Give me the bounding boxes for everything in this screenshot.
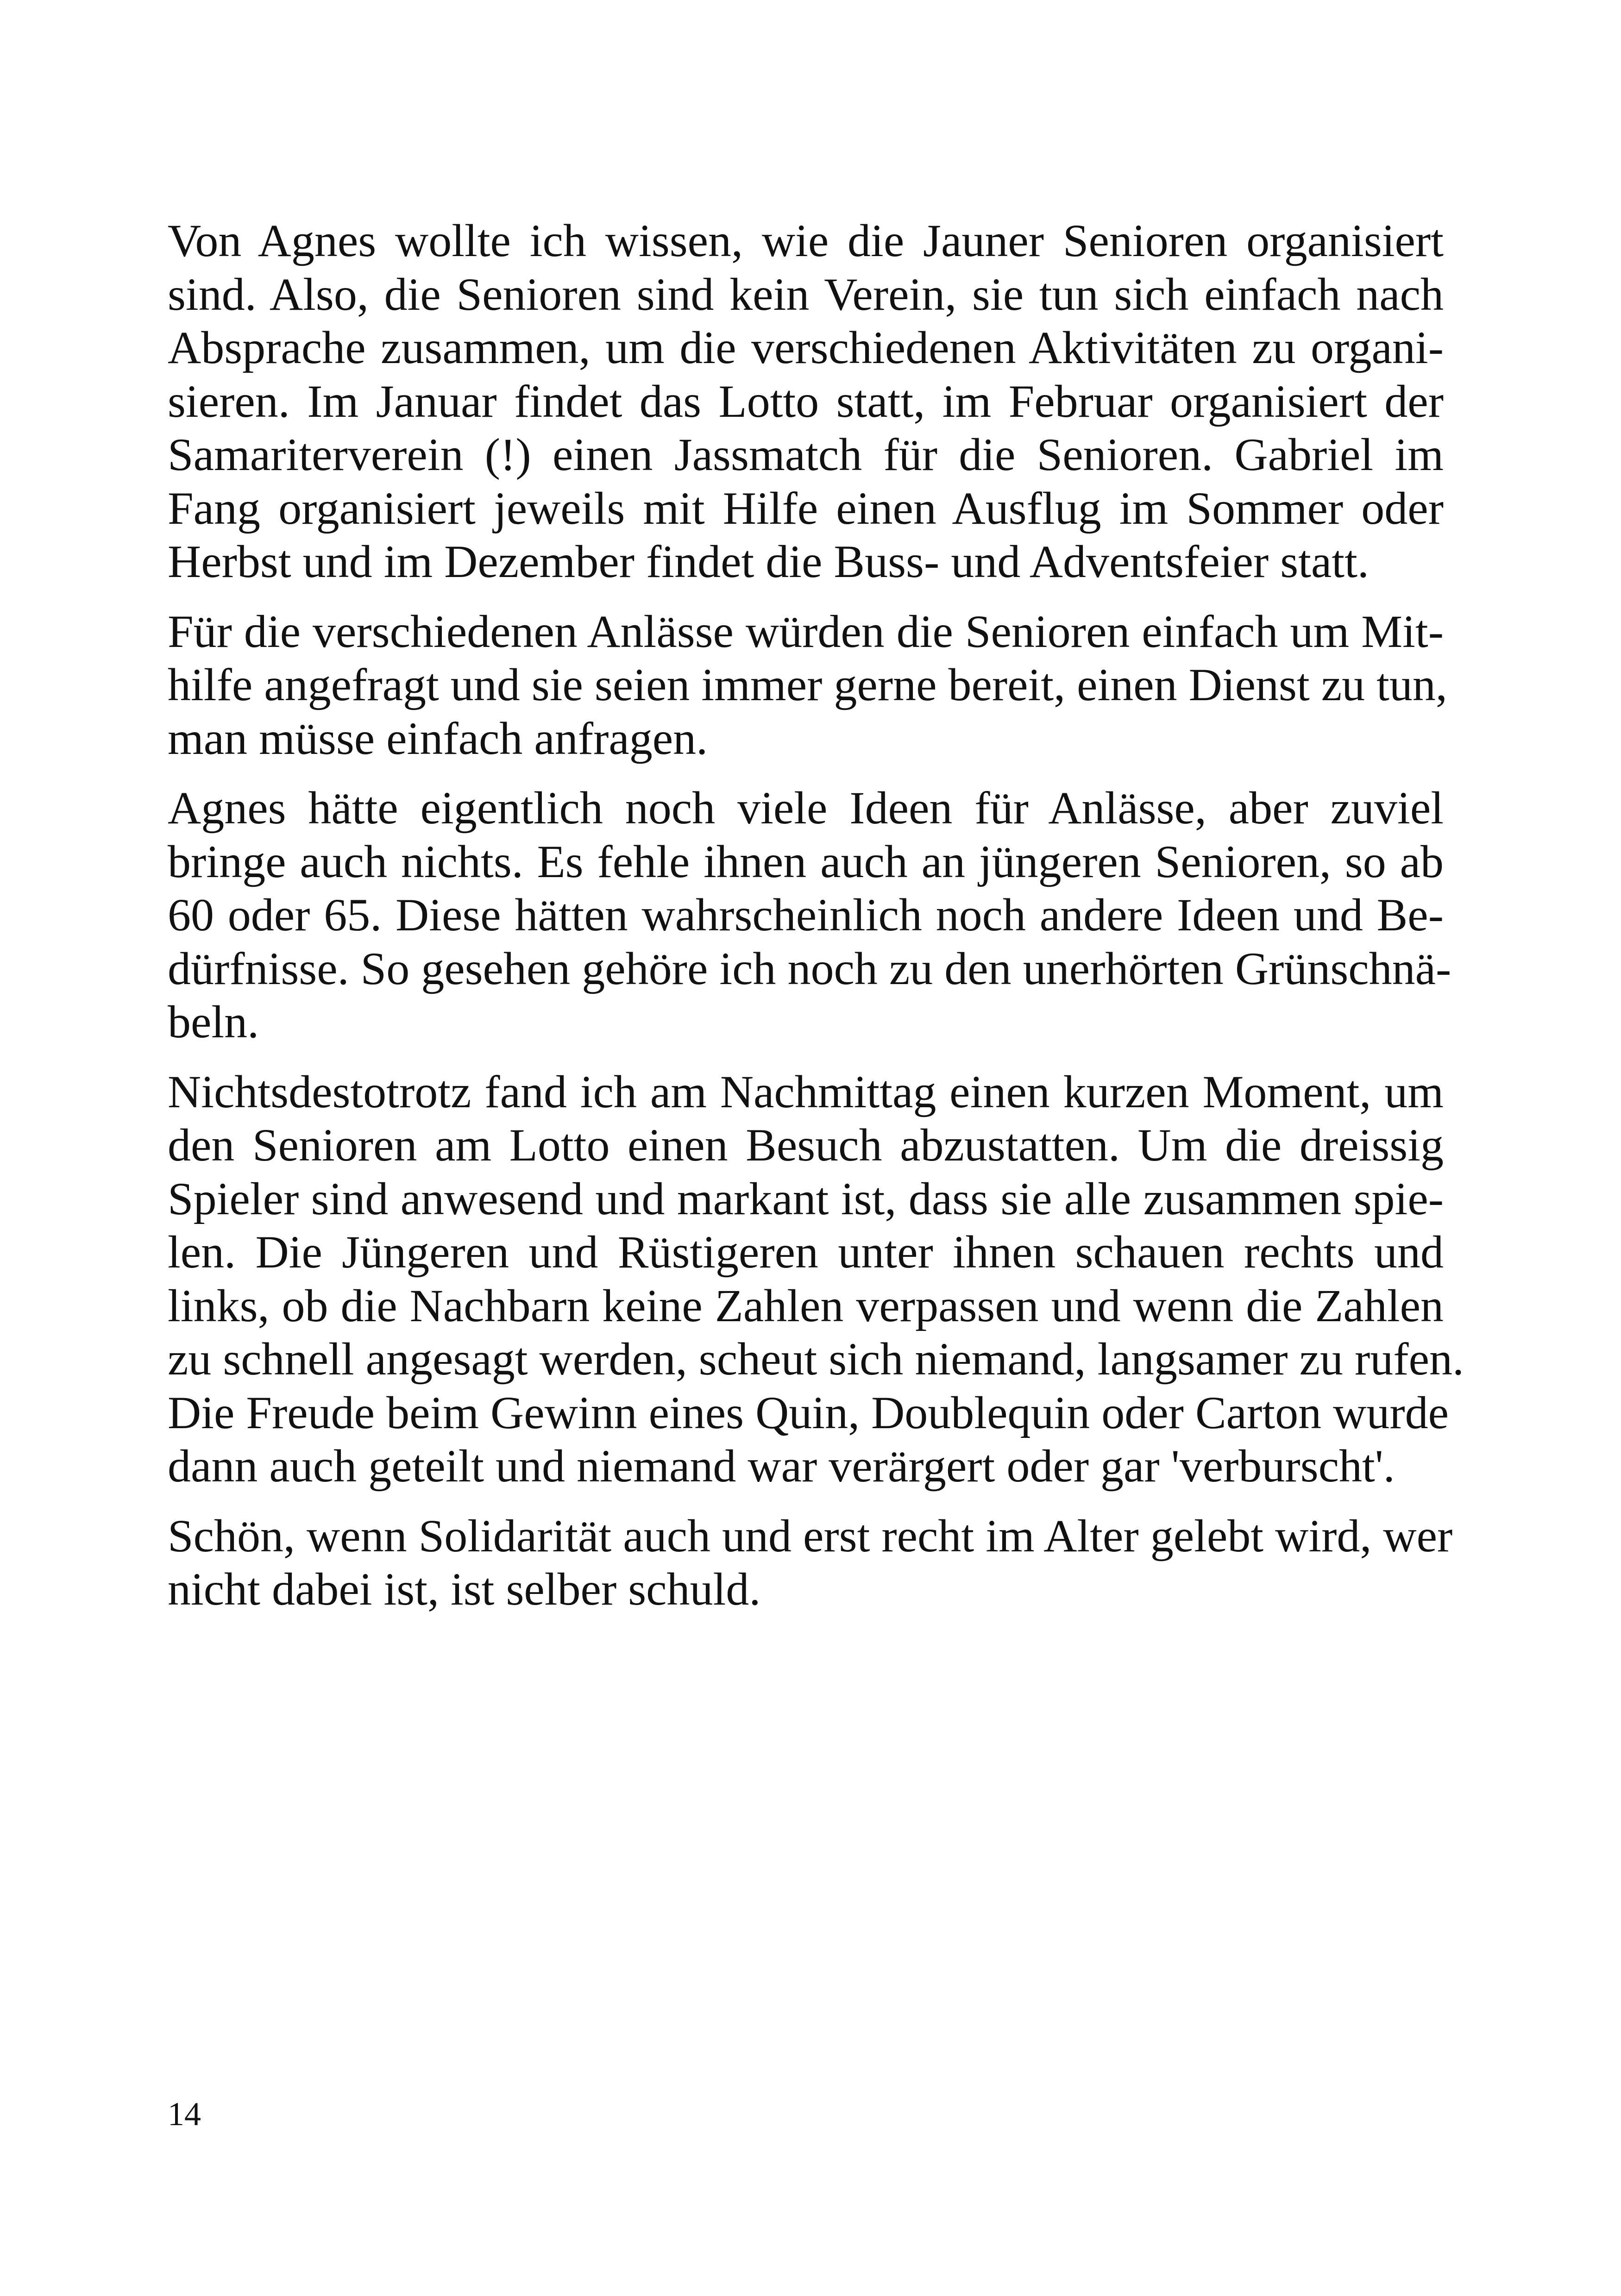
text-line: sieren. Im Januar findet das Lotto statt, im Februar organisiert der: [168, 375, 1444, 427]
text-line: Für die verschiedenen Anlässe würden die Senioren einfach um Mit-: [168, 605, 1444, 657]
text-line: Herbst und im Dezember findet die Buss- und Adventsfeier statt.: [168, 536, 1369, 587]
paragraph-3: [168, 781, 1451, 1049]
text-line: 60 oder 65. Diese hätten wahrscheinlich noch andere Ideen und Be-: [168, 889, 1444, 941]
paragraph-5: [168, 1509, 1453, 1616]
paragraph-1: [168, 214, 1444, 589]
text-line: man müsse einfach anfragen.: [168, 712, 708, 764]
page-body: [168, 214, 1464, 1632]
text-line: Absprache zusammen, um die verschiedenen Aktivitäten zu organi-: [168, 322, 1444, 373]
text-line: nicht dabei ist, ist selber schuld.: [168, 1563, 761, 1615]
text-line: Schön, wenn Solidarität auch und erst recht im Alter gelebt wird, wer: [168, 1510, 1453, 1562]
text-line: Spieler sind anwesend und markant ist, dass sie alle zusammen spie-: [168, 1173, 1444, 1224]
text-line: Die Freude beim Gewinn eines Quin, Doublequin oder Carton wurde: [168, 1386, 1449, 1438]
text-line: Samariterverein (!) einen Jassmatch für die Senioren. Gabriel im: [168, 429, 1444, 480]
text-line: sind. Also, die Senioren sind kein Verein, sie tun sich einfach nach: [168, 268, 1444, 320]
text-line: dann auch geteilt und niemand war verärgert oder gar 'verburscht'.: [168, 1440, 1395, 1492]
text-line: Fang organisiert jeweils mit Hilfe einen Ausflug im Sommer oder: [168, 482, 1444, 534]
text-line: zu schnell angesagt werden, scheut sich niemand, langsamer zu rufen.: [168, 1333, 1464, 1385]
text-line: hilfe angefragt und sie seien immer gerne bereit, einen Dienst zu tun,: [168, 659, 1447, 710]
paragraph-4: [168, 1065, 1464, 1493]
text-line: links, ob die Nachbarn keine Zahlen verpassen und wenn die Zahlen: [168, 1280, 1444, 1331]
text-line: den Senioren am Lotto einen Besuch abzustatten. Um die dreissig: [168, 1119, 1444, 1171]
text-line: Agnes hätte eigentlich noch viele Ideen für Anlässe, aber zuviel: [168, 782, 1444, 834]
text-line: dürfnisse. So gesehen gehöre ich noch zu den unerhörten Grünschnä-: [168, 942, 1451, 994]
text-line: Nichtsdestotrotz fand ich am Nachmittag einen kurzen Moment, um: [168, 1066, 1444, 1117]
paragraph-2: [168, 605, 1447, 765]
text-line: beln.: [168, 996, 259, 1048]
page-number: 14: [168, 2095, 201, 2133]
text-line: Von Agnes wollte ich wissen, wie die Jauner Senioren organisiert: [168, 215, 1444, 266]
text-line: len. Die Jüngeren und Rüstigeren unter ihnen schauen rechts und: [168, 1226, 1444, 1278]
text-line: bringe auch nichts. Es fehle ihnen auch an jüngeren Senioren, so ab: [168, 835, 1444, 887]
